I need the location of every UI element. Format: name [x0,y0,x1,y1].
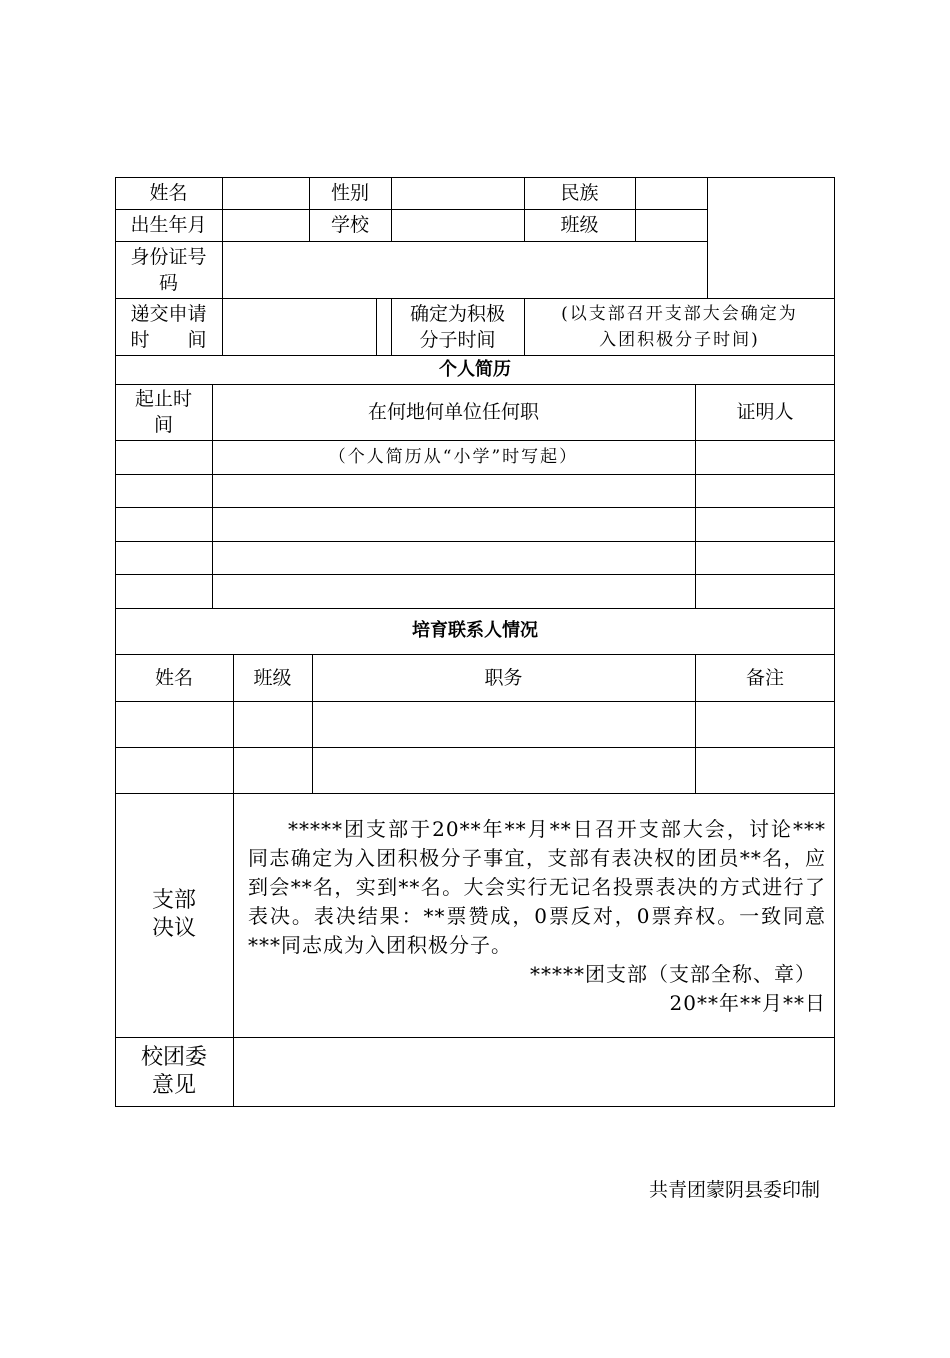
gender-label: 性别 [330,182,369,204]
row-divider [115,541,835,542]
resume-note[interactable]: （个人简历从“小学”时写起） [328,447,579,467]
class-field[interactable] [635,209,707,241]
resume-col-time-line1: 起止时 [134,388,192,410]
resume-col-position: 在何地何单位任何职 [367,401,539,423]
branch-resolution-label [115,793,233,1037]
row-divider [115,747,835,748]
id-number-field[interactable] [222,241,707,298]
contact-col-remark: 备注 [745,666,784,689]
apply-time-label-line2: 时 间 [130,328,207,351]
birth-label: 出生年月 [130,214,207,236]
name-field[interactable] [222,177,309,209]
resume-col-time [115,384,212,440]
ethnicity-label: 民族 [560,182,599,204]
contact-col-name: 姓名 [154,666,193,689]
branch-resolution-text[interactable] [248,815,826,1018]
ethnicity-field[interactable] [635,177,707,209]
activist-note-line1: (以支部召开支部大会确定为 [561,303,798,324]
resume-col-time-line2: 间 [153,414,173,436]
resume-col-witness: 证明人 [736,401,794,423]
photo-field[interactable] [707,177,835,298]
contact-section-title: 培育联系人情况 [412,620,538,641]
id-number-label-line2: 码 [158,271,178,294]
school-field[interactable] [391,209,524,241]
row-divider [115,701,835,702]
activist-note-line2: 入团积极分子时间) [599,329,760,350]
committee-opinion-label-line2: 意见 [151,1073,196,1098]
class-label: 班级 [560,214,599,236]
resume-section-title: 个人简历 [439,358,511,380]
name-label: 姓名 [149,182,188,204]
activist-time-label-line1: 确定为积极 [409,302,505,325]
resolution-signature: *****团支部（支部全称、章） [530,962,816,986]
apply-time-field[interactable] [222,298,376,355]
apply-time-label-line1: 递交申请 [130,302,207,325]
id-number-label [115,241,222,298]
branch-resolution-label-line1: 支部 [151,888,196,913]
row-divider [115,574,835,575]
committee-opinion-label [115,1037,233,1107]
id-number-label-line1: 身份证号 [130,245,207,268]
activist-time-note[interactable] [524,298,835,355]
gender-field[interactable] [391,177,524,209]
resolution-body: *****团支部于20**年**月**日召开支部大会，讨论***同志确定为入团积极分子事宜，支部有表决权的团员**名，应到会**名，实到**名。大会实行无记名投票表决的方式进行了表决。表决结果：**票赞成，0票反对，0票弃权。一致同意***同志成为入团积极分子。 [248,817,826,957]
contact-col-duty: 职务 [484,666,523,689]
printer-credit: 共青团蒙阴县委印制 [648,1179,820,1201]
branch-resolution-label-line2: 决议 [151,916,196,941]
school-label: 学校 [330,214,369,236]
activist-time-label [391,298,524,355]
committee-opinion-field[interactable] [233,1037,835,1107]
activist-time-label-line2: 分子时间 [419,328,496,351]
apply-time-label [115,298,222,355]
row-divider [115,474,835,475]
col-divider [376,298,377,355]
birth-field[interactable] [222,209,309,241]
row-divider [115,507,835,508]
contact-col-class: 班级 [253,666,292,689]
committee-opinion-label-line1: 校团委 [140,1045,207,1070]
resolution-date: 20**年**月**日 [669,991,826,1015]
